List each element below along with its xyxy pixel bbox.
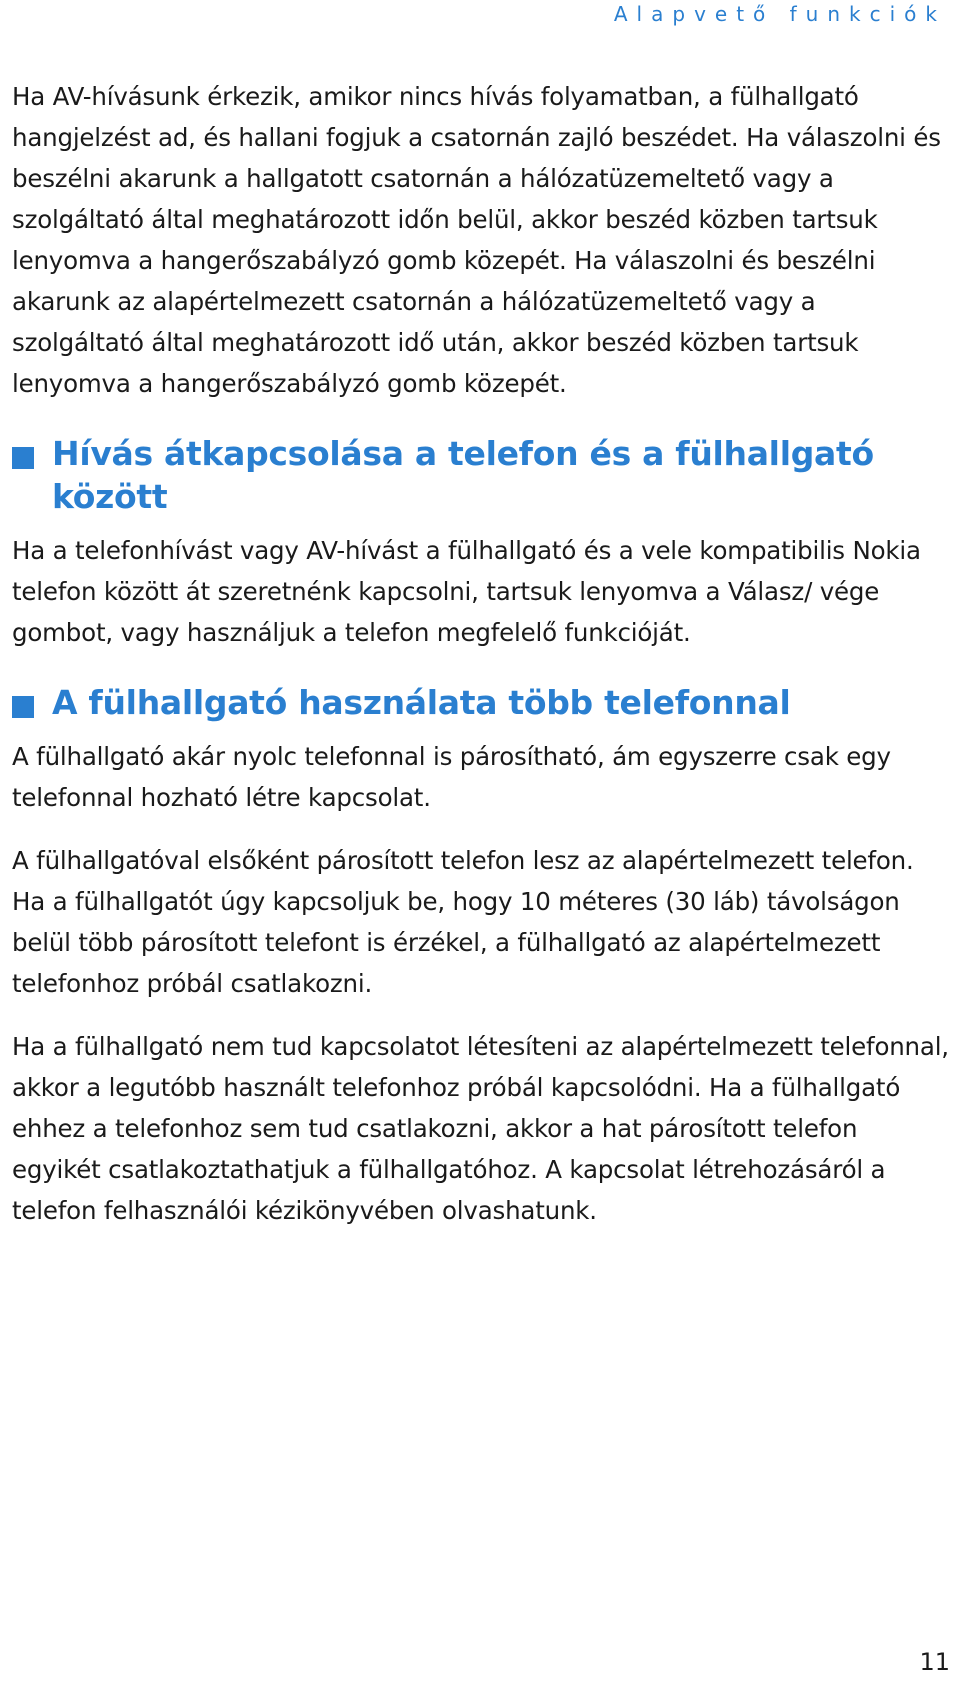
section-paragraph: Ha a fülhallgató nem tud kapcsolatot létesíteni az alapértelmezett telefonnal, akkor a legutóbb használt telefonhoz próbál kapcsolódni. Ha a fülhallgató ehhez a telefonhoz sem tud csatlakozni, akkor a hat párosított telefon egyikét csatlakoztathatjuk a fülhallgatóhoz. A kapcsolat létrehozásáról a telefon felhasználói kézikönyvében olvashatunk. bbox=[12, 1032, 949, 1225]
section-heading bbox=[12, 432, 952, 518]
section-paragraph: A fülhallgató akár nyolc telefonnal is párosítható, ám egyszerre csak egy telefonnal hozható létre kapcsolat. bbox=[12, 742, 891, 812]
section-paragraph: A fülhallgatóval elsőként párosított telefon lesz az alapértelmezett telefon. Ha a fülhallgatót úgy kapcsoljuk be, hogy 10 méteres (30 láb) távolságon belül több párosított telefont is érzékel, a fülhallgató az alapértelmezett telefonhoz próbál csatlakozni. bbox=[12, 846, 914, 998]
running-header: Alapvető funkciók bbox=[613, 2, 946, 26]
section-heading-text: A fülhallgató használata több telefonnal bbox=[52, 683, 791, 722]
square-bullet-icon bbox=[12, 447, 34, 469]
section-multiple-phones bbox=[12, 681, 952, 1231]
intro-paragraph: Ha AV-hívásunk érkezik, amikor nincs hívás folyamatban, a fülhallgató hangjelzést ad, és hallani fogjuk a csatornán zajló beszédet. Ha válaszolni és beszélni akarunk a hallgatott csatornán a hálózatüzemeltető vagy a szolgáltató által meghatározott időn belül, akkor beszéd közben tartsuk lenyomva a hangerőszabályzó gomb közepét. Ha válaszolni és beszélni akarunk az alapértelmezett csatornán a hálózatüzemeltető vagy a szolgáltató által meghatározott idő után, akkor beszéd közben tartsuk lenyomva a hangerőszabályzó gomb közepét. bbox=[12, 82, 941, 398]
section-heading-text: Hívás átkapcsolása a telefon és a fülhallgató között bbox=[52, 434, 874, 516]
page-number: 11 bbox=[919, 1648, 950, 1676]
page-content bbox=[12, 76, 952, 1253]
section-call-transfer bbox=[12, 432, 952, 653]
section-paragraph: Ha a telefonhívást vagy AV-hívást a fülhallgató és a vele kompatibilis Nokia telefon között át szeretnénk kapcsolni, tartsuk lenyomva a Válasz/ vége gombot, vagy használjuk a telefon megfelelő funkcióját. bbox=[12, 536, 921, 647]
section-heading bbox=[12, 681, 952, 724]
square-bullet-icon bbox=[12, 696, 34, 718]
